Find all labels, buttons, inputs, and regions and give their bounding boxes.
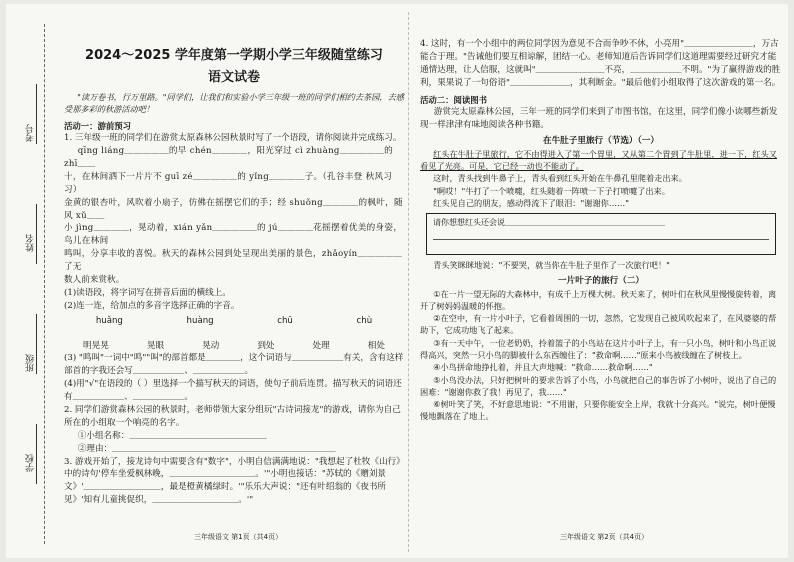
activity1-heading: 活动一：游前预习	[64, 120, 131, 131]
q1-line-5[interactable]: 鸣叫，分享丰收的喜悦。秋天的森林公园到处呈现出美丽的景色，zhǎoyín＿＿＿＿＿了无	[64, 249, 402, 273]
word-option[interactable]: 处理	[312, 340, 330, 351]
word-option[interactable]: 到处	[257, 340, 275, 351]
q2-reason[interactable]: ②理由：＿＿＿＿＿＿＿＿＿＿＿＿＿＿＿＿＿＿＿＿＿＿＿＿＿＿	[77, 443, 336, 454]
word-option[interactable]: 相处	[367, 340, 385, 351]
word-options	[64, 340, 404, 353]
pinyin-option[interactable]: chū	[277, 315, 293, 326]
binding-label-name: 姓名	[26, 234, 36, 252]
binding-blank-class[interactable]	[36, 314, 37, 374]
q1-sub3[interactable]: (3) "鸣叫"一词中"鸣""叫"的部首都是＿＿＿＿，这个词语与＿＿＿＿＿＿有关，含有这样部首的字我还会写＿＿＿＿＿＿、＿＿＿＿＿＿。	[64, 353, 404, 377]
q1-line-1[interactable]: qīng liáng＿＿＿＿＿的早 chén＿＿＿＿，阳光穿过 cì zhuàng＿＿＿＿＿的 zhī＿＿	[64, 146, 394, 169]
binding-cut-line	[44, 24, 45, 544]
q1-sub4[interactable]: (4)用"√"在语段的（ ）里选择一个描写秋天的词语，使句子前后连贯。描写秋天的词语还有＿＿＿＿＿＿、＿＿＿＿＿＿。	[64, 379, 402, 403]
page-fold-line	[408, 12, 409, 552]
activity2-heading: 活动二：阅读图书	[420, 94, 487, 105]
binding-margin	[14, 24, 64, 544]
story2-para-3: ③有一天中午，一位老奶奶，拎着篮子的小鸟站在这片小叶子上，有一只小鸟，树叶和小鸟正说得高兴，突然一只小鸟的脚被什么东西缠住了："救命啊……"原来小鸟被线缠在了树枝上。	[420, 337, 777, 360]
binding-blank-exam-no[interactable]	[36, 84, 37, 144]
story1-para-2: 这时，青头找到牛鼻子上，青头看到红头开始在牛鼻孔里爬着走出来。	[433, 173, 687, 184]
binding-label-school: 学校	[26, 454, 36, 472]
q1-line-4[interactable]: 小 jìng＿＿＿＿，晃动着，xián yǎn＿＿＿＿＿的 jú＿＿＿＿花摇摆着优美的身姿，鸟儿在林间	[64, 223, 403, 247]
pinyin-option[interactable]: huàng	[186, 315, 214, 326]
left-page: 2024～2025 学年度第一学期小学三年级随堂练习 语文试卷 "读万卷书，行万里路。"同学们，让我们和实验小学三年级一班的同学们相约去茶园，去感受那多彩的秋游活动吧！ 活动一：游前预习 1. 三年级一班的同学们在游赏太原森林公园秋景时写了一个语段，请你阅读并完成练习。 qīng liáng＿＿＿＿＿的早 chén＿＿＿＿，阳光穿过 cì zhuàng＿＿＿＿＿的 zhī＿＿ 十，在林间洒下一片片不 guī zé＿＿＿＿＿的 yǐng＿＿＿＿子。（孔谷丰登 秋风习习） 金黄的银杏叶，风吹着小扇子，仿佛在摇摆它们的手；经 shuǒng＿＿＿＿的枫叶，随风 xǔ＿＿ 小 jìng＿＿＿＿，晃动着，xián yǎn＿＿＿＿＿的 jú＿＿＿＿花摇摆着优美的身姿，鸟儿在林间 鸣叫，分享丰收的喜悦。秋天的森林公园到处呈现出美丽的景色，zhǎoyín＿＿＿＿＿了无 数人前来赏秋。 (1)读语段，将字词写在拼音后面的横线上。 (2)连一连，给加点的多音字选择正确的字音。 huǎng huàng chū chù 明晃晃 晃眼 晃动 到处 处理 相处 (3) "鸣叫"一词中"鸣""叫"的部首都是＿＿＿＿，这个词语与＿＿＿＿＿＿有关，含有这样部首的字我还会写＿＿＿＿＿＿、＿＿＿＿＿＿。 (4)用"√"在语段的（ ）里选择一个描写秋天的词语，使句子前后连贯。描写秋天的词语还有＿＿＿＿＿＿、＿＿＿＿＿＿。 2. 同学们游赏森林公园的秋景时，老师带领大家分组玩"古诗词接龙"的游戏，请你为自己所在的小组取一个响亮的名字。 ①小组名称：＿＿＿＿＿＿＿＿＿＿＿＿＿＿＿＿ ②理由：＿＿＿＿＿＿＿＿＿＿＿＿＿＿＿＿＿＿＿＿＿＿＿＿＿＿ 3. 游戏开始了，接龙诗句中需要含有"数字"，小明自信满满地说："我想起了杜牧《山行》中的诗句'停车坐爱枫林晚，＿＿＿＿＿＿＿＿＿＿。'"小明也接话："苏轼的《赠刘景文》'＿＿＿＿＿＿＿＿＿，最是橙黄橘绿时。'"乐乐大声说："还有叶绍翁的《夜书所见》'知有儿童挑促织，＿＿＿＿＿＿＿＿＿＿。'" 三年级语文 第1页（共4页）	[64, 48, 404, 541]
q1-sub1: (1)读语段，将字词写在拼音后面的横线上。	[64, 287, 231, 298]
story1-para-3: "啊哎！"牛打了一个喷嚏，红头随着一阵喷一下子打喷嚏了出来。	[433, 185, 670, 196]
q1-line-6: 数人前来赏秋。	[64, 275, 125, 285]
story2-para-5: ⑤小鸟没办法，只好把树叶的要求告诉了小鸟，小鸟就把自己的事告诉了小树叶，说出了自己的困难："谢谢你救了我！再见了，我……"	[420, 374, 777, 397]
q2-group-name[interactable]: ①小组名称：＿＿＿＿＿＿＿＿＿＿＿＿＿＿＿＿	[77, 430, 267, 441]
word-option[interactable]: 晃动	[202, 340, 220, 351]
story2-para-2: ②在空中，有一片小叶子，它看着周围的一切，忽然，它发现自己被风吹起来了，在风婆婆的帮助下，它成功地飞了起来。	[420, 313, 777, 336]
binding-blank-school[interactable]	[36, 424, 37, 484]
q1-line-2[interactable]: 十，在林间洒下一片片不 guī zé＿＿＿＿＿的 yǐng＿＿＿＿子。（孔谷丰登 秋风习习）	[64, 171, 393, 195]
q3[interactable]: 3. 游戏开始了，接龙诗句中需要含有"数字"，小明自信满满地说："我想起了杜牧《山行》中的诗句'停车坐爱枫林晚，＿＿＿＿＿＿＿＿＿＿。'"小明也接话："苏轼的《赠刘景文》'＿＿＿＿＿＿＿＿＿，最是橙黄橘绿时。'"乐乐大声说："还有叶绍翁的《夜书所见》'知有儿童挑促织，＿＿＿＿＿＿＿＿＿＿。'"	[64, 456, 401, 506]
answer-box-prompt: 请你想想红头还会说＿＿＿＿＿＿＿＿＿＿＿＿＿＿＿＿＿＿＿＿	[433, 218, 665, 228]
q4[interactable]: 4. 这时，有一个小组中的两位同学因为意见不合而争吵不休，小亮用"＿＿＿＿＿＿＿＿，万古能合于理。"告诫他们要互相谅解，团结一心。老师知道后告诉同学们这道理需要经过研究才能通情达理，让人信服，这就叫"＿＿＿＿＿＿＿＿不亮，＿＿＿＿＿＿不明。"为了赢得游戏的胜利，果果说了一句俗语"＿＿＿＿＿＿＿，其利断金。"最后他们小组取得了这次游戏的第一名。	[420, 39, 781, 88]
q1-intro: 1. 三年级一班的同学们在游赏太原森林公园秋景时写了一个语段，请你阅读并完成练习。	[64, 133, 402, 144]
exam-sheet	[6, 4, 788, 558]
word-option[interactable]: 晃眼	[146, 340, 165, 351]
story2-para-6: ⑥树叶笑了笑，不好意思地说："不用谢，只要你能安全上岸，我就十分高兴。"说完，树叶便慢慢地飘落在了地上。	[420, 399, 776, 422]
story1-para-1: 红头在牛肚子里旅行，它不由得进入了第一个胃里，又从第二个胃到了牛肚里，进一下，红头又看见了光亮。可是，它已经一动也不能动了。	[420, 148, 777, 172]
story2-title: 一片叶子的旅行（二）	[558, 275, 644, 286]
pinyin-option[interactable]: chù	[356, 315, 373, 326]
word-option[interactable]: 明晃晃	[83, 340, 109, 351]
story2-para-1: ①在一片一望无际的大森林中，有成千上万棵大树。秋天来了，树叶们在秋风里慢慢旋转着，离开了树妈妈温暖的怀抱。	[420, 288, 777, 311]
binding-label-class: 班级	[26, 354, 36, 372]
q1-line-3[interactable]: 金黄的银杏叶，风吹着小扇子，仿佛在摇摆它们的手；经 shuǒng＿＿＿＿的枫叶，随风 xǔ＿＿	[64, 197, 403, 221]
activity2-intro: 游赏完太原森林公园，三年一班的同学们来到了市图书馆，在这里，同学们像小读哪些新发现一样津津有味地阅读各种书籍。	[420, 107, 778, 131]
binding-label-exam-no: 考号	[26, 124, 36, 142]
right-page: 4. 这时，有一个小组中的两位同学因为意见不合而争吵不休，小亮用"＿＿＿＿＿＿＿＿，万古能合于理。"告诫他们要互相谅解，团结一心。老师知道后告诉同学们这道理需要经过研究才能通情达理，让人信服，这就叫"＿＿＿＿＿＿＿＿不亮，＿＿＿＿＿＿不明。"为了赢得游戏的胜利，果果说了一句俗语"＿＿＿＿＿＿＿，其利断金。"最后他们小组取得了这次游戏的第一名。 活动二：阅读图书 游赏完太原森林公园，三年一班的同学们来到了市图书馆，在这里，同学们像小读哪些新发现一样津津有味地阅读各种书籍。 在牛肚子里旅行（节选）（一） 红头在牛肚子里旅行，它不由得进入了第一个胃里，又从第二个胃到了牛肚里，进一下，红头又看见了光亮。可是，它已经一动也不能动了。 这时，青头找到牛鼻子上，青头看到红头开始在牛鼻孔里爬着走出来。 "啊哎！"牛打了一个喷嚏，红头随着一阵喷一下子打喷嚏了出来。 红头见自己的朋友，感动得流下了眼泪："谢谢你……" 请你想想红头还会说＿＿＿＿＿＿＿＿＿＿＿＿＿＿＿＿＿＿＿＿ 青头笑眯眯地说："不要哭，就当你在牛肚子里作了一次旅行吧！" 一片叶子的旅行（二） ①在一片一望无际的大森林中，有成千上万棵大树。秋天来了，树叶们在秋风里慢慢旋转着，离开了树妈妈温暖的怀抱。 ②在空中，有一片小叶子，它看着周围的一切，忽然，它发现自己被风吹起来了，在风婆婆的帮助下，它成功地飞了起来。 ③有一天中午，一位老奶奶，拎着篮子的小鸟站在这片小叶子上，有一只小鸟，树叶和小鸟正说得高兴，突然一只小鸟的脚被什么东西缠住了："救命啊……"原来小鸟被线缠在了树枝上。 ④小鸟拼命地挣扎着，并且大声地喊："救命……救命啊……" ⑤小鸟没办法，只好把树叶的要求告诉了小鸟，小鸟就把自己的事告诉了小树叶，说出了自己的困难："谢谢你救了我！再见了，我……" ⑥树叶笑了笑，不好意思地说："不用谢，只要你能安全上岸，我就十分高兴。"说完，树叶便慢慢地飘落在了地上。 三年级语文 第2页（共4页）	[420, 39, 781, 541]
exam-intro: "读万卷书，行万里路。"同学们，让我们和实验小学三年级一班的同学们相约去茶园，去感受那多彩的秋游活动吧！	[64, 92, 404, 115]
pinyin-option[interactable]: huǎng	[95, 315, 123, 326]
pinyin-options	[64, 315, 404, 328]
story1-para-4: 红头见自己的朋友，感动得流下了眼泪："谢谢你……"	[433, 198, 629, 209]
story1-ending: 青头笑眯眯地说："不要哭，就当你在牛肚子里作了一次旅行吧！"	[433, 260, 670, 271]
q1-sub2: (2)连一连，给加点的多音字选择正确的字音。	[64, 300, 240, 311]
story1-title: 在牛肚子里旅行（节选）（一）	[542, 135, 659, 146]
story2-para-4: ④小鸟拼命地挣扎着，并且大声地喊："救命……救命啊……"	[433, 362, 653, 373]
exam-subtitle: 语文试卷	[207, 69, 260, 85]
exam-title: 2024～2025 学年度第一学期小学三年级随堂练习	[85, 48, 383, 63]
answer-line[interactable]	[433, 229, 769, 240]
binding-blank-name[interactable]	[36, 204, 37, 264]
q2: 2. 同学们游赏森林公园的秋景时，老师带领大家分组玩"古诗词接龙"的游戏，请你为自己所在的小组取一个响亮的名字。	[64, 405, 401, 428]
answer-box[interactable]	[426, 213, 776, 255]
